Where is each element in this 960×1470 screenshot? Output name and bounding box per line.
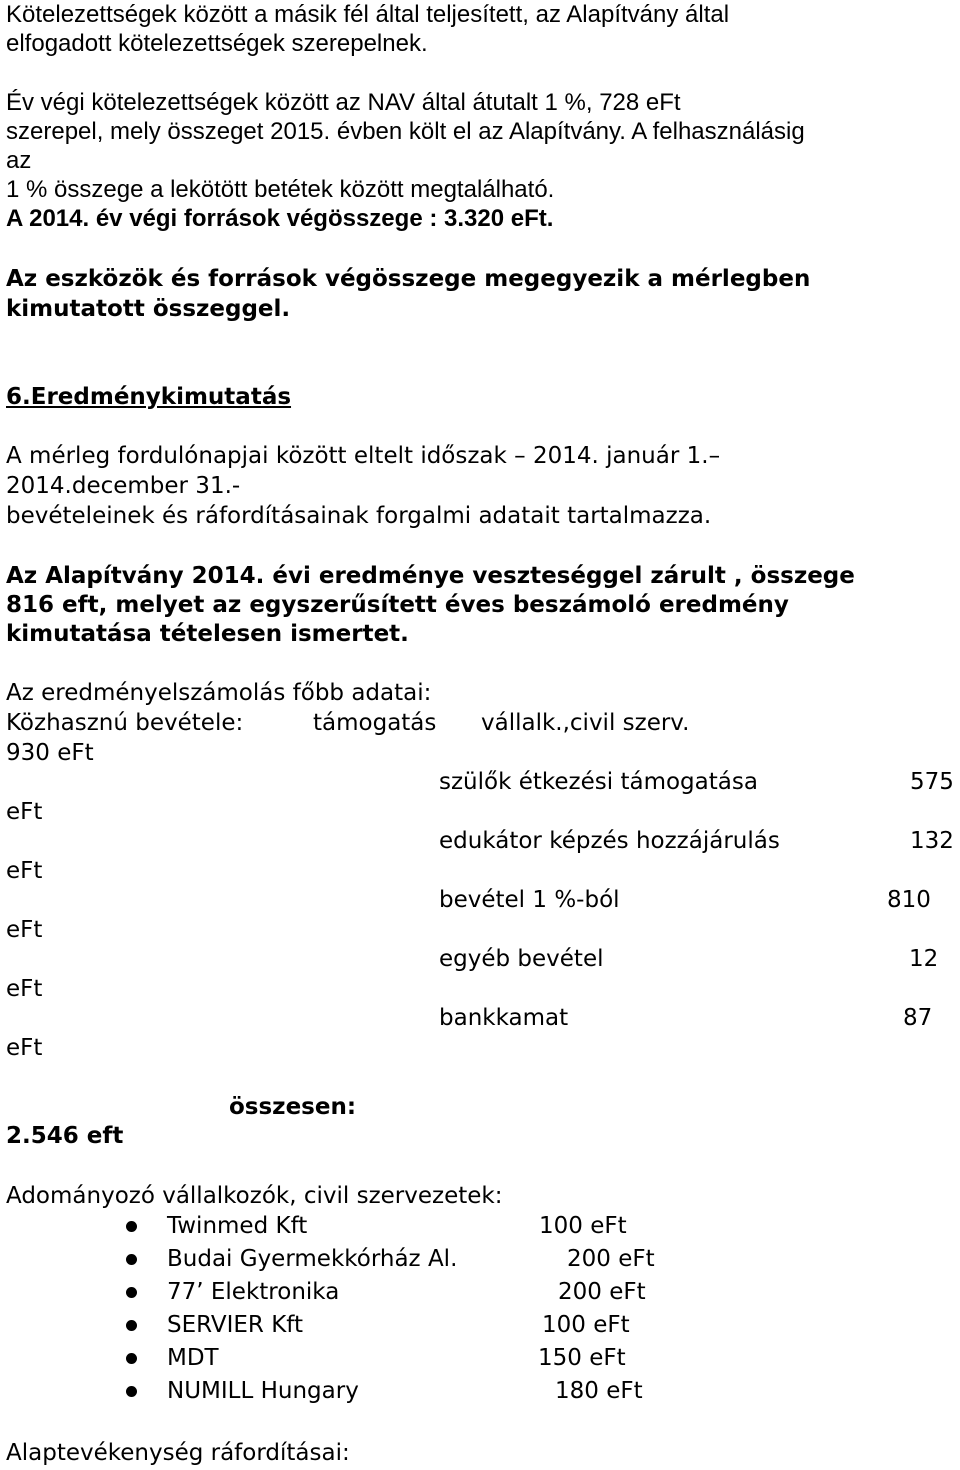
income-item-label: egyéb bevétel xyxy=(439,946,604,972)
bullet-icon xyxy=(126,1221,137,1232)
donor-amount: 200 eFt xyxy=(558,1279,646,1305)
income-col-companies: vállalk.,civil szerv. xyxy=(481,710,690,736)
bullet-icon xyxy=(126,1386,137,1397)
result-line-3: kimutatása tételesen ismertet. xyxy=(6,621,409,647)
income-item-amount: 132 xyxy=(910,828,954,854)
income-item-unit: eFt xyxy=(6,858,43,884)
income-item-amount: 810 xyxy=(887,887,931,913)
total-value: 2.546 eft xyxy=(6,1123,124,1149)
donor-name: Budai Gyermekkórház Al. xyxy=(167,1246,458,1272)
bullet-icon xyxy=(126,1254,137,1265)
income-item-label: bevétel 1 %-ból xyxy=(439,887,620,913)
donors-heading: Adományozó vállalkozók, civil szervezetek: xyxy=(6,1183,503,1209)
income-item-label: bankkamat xyxy=(439,1005,569,1031)
expenses-heading: Alaptevékenység ráfordításai: xyxy=(6,1440,350,1466)
donor-name: Twinmed Kft xyxy=(167,1213,308,1239)
period-line-1: A mérleg fordulónapjai között eltelt időszak – 2014. január 1.– xyxy=(6,443,721,469)
bullet-icon xyxy=(126,1353,137,1364)
intro-line-5: az xyxy=(6,147,32,174)
income-col-support: támogatás xyxy=(313,710,437,736)
balance-note-line-2: kimutatott összeggel. xyxy=(6,296,291,322)
income-item-amount: 575 xyxy=(910,769,954,795)
period-line-2: 2014.december 31.- xyxy=(6,473,241,499)
result-line-2: 816 eft, melyet az egyszerűsített éves beszámoló eredmény xyxy=(6,592,789,618)
intro-line-4: szerepel, mely összeget 2015. évben költ el az Alapítvány. A felhasználásig xyxy=(6,118,805,145)
intro-line-2: elfogadott kötelezettségek szerepelnek. xyxy=(6,30,428,57)
donor-name: MDT xyxy=(167,1345,219,1371)
income-item-amount: 12 xyxy=(909,946,939,972)
total-label: összesen: xyxy=(229,1094,357,1120)
donor-name: 77’ Elektronika xyxy=(167,1279,340,1305)
donor-amount: 100 eFt xyxy=(539,1213,627,1239)
income-item-unit: eFt xyxy=(6,1035,43,1061)
donor-name: NUMILL Hungary xyxy=(167,1378,359,1404)
donor-amount: 200 eFt xyxy=(567,1246,655,1272)
income-item-unit: eFt xyxy=(6,799,43,825)
period-line-3: bevételeinek és ráfordításainak forgalmi adatait tartalmazza. xyxy=(6,503,712,529)
donor-amount: 180 eFt xyxy=(555,1378,643,1404)
balance-note-line-1: Az eszközök és források végösszege megegyezik a mérlegben xyxy=(6,266,811,292)
intro-line-3: Év végi kötelezettségek között az NAV által átutalt 1 %, 728 eFt xyxy=(6,89,681,116)
income-first-amount: 930 eFt xyxy=(6,740,94,766)
income-item-unit: eFt xyxy=(6,917,43,943)
income-heading: Az eredményelszámolás főbb adatai: xyxy=(6,680,432,706)
donor-amount: 150 eFt xyxy=(538,1345,626,1371)
total-sources-line: A 2014. év végi források végösszege : 3.320 eFt. xyxy=(6,205,554,232)
intro-line-1: Kötelezettségek között a másik fél által teljesített, az Alapítvány által xyxy=(6,1,730,28)
income-item-label: edukátor képzés hozzájárulás xyxy=(439,828,780,854)
result-line-1: Az Alapítvány 2014. évi eredménye veszteséggel zárult , összege xyxy=(6,563,855,589)
income-label: Közhasznú bevétele: xyxy=(6,710,244,736)
donor-name: SERVIER Kft xyxy=(167,1312,303,1338)
donor-amount: 100 eFt xyxy=(542,1312,630,1338)
bullet-icon xyxy=(126,1287,137,1298)
bullet-icon xyxy=(126,1320,137,1331)
income-item-amount: 87 xyxy=(903,1005,933,1031)
income-item-label: szülők étkezési támogatása xyxy=(439,769,758,795)
income-item-unit: eFt xyxy=(6,976,43,1002)
section-heading: 6.Eredménykimutatás xyxy=(6,384,292,410)
intro-line-6: 1 % összege a lekötött betétek között megtalálható. xyxy=(6,176,555,203)
